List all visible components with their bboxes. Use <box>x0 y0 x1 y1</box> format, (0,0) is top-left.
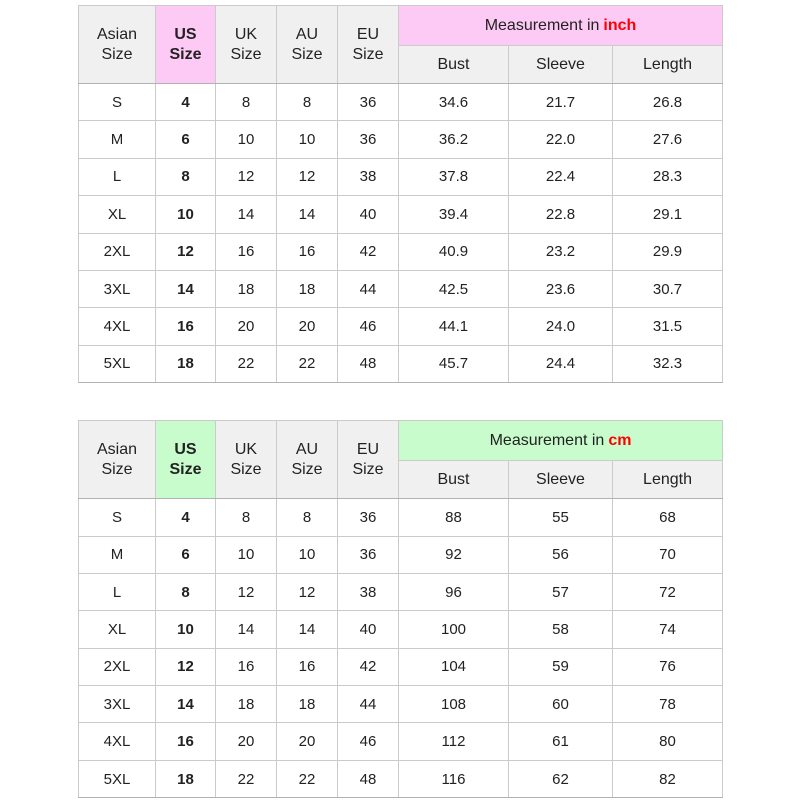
table-cell: 12 <box>216 573 277 610</box>
table-cell: 96 <box>399 573 509 610</box>
col-header-bust: Bust <box>399 46 509 84</box>
table-cell: 14 <box>277 196 338 233</box>
measurement-banner-inch <box>399 6 723 46</box>
table-row <box>79 345 723 382</box>
table-cell: 57 <box>509 573 613 610</box>
table-cell: 16 <box>156 308 216 345</box>
table-cell: 45.7 <box>399 345 509 382</box>
size-table-cm-body <box>79 499 723 798</box>
table-cell: 100 <box>399 611 509 648</box>
table-row <box>79 270 723 307</box>
table-cell: 18 <box>277 686 338 723</box>
col-header-asian-size: Asian Size <box>79 6 156 84</box>
table-cell: XL <box>79 611 156 648</box>
table-row <box>79 573 723 610</box>
table-cell: 8 <box>216 499 277 536</box>
table-cell: 40 <box>338 611 399 648</box>
table-cell: 22.8 <box>509 196 613 233</box>
table-row <box>79 686 723 723</box>
table-cell: XL <box>79 196 156 233</box>
table-cell: 2XL <box>79 648 156 685</box>
table-cell: 38 <box>338 573 399 610</box>
table-cell: 18 <box>277 270 338 307</box>
table-cell: 116 <box>399 760 509 797</box>
table-cell: 18 <box>216 686 277 723</box>
table-cell: 4 <box>156 499 216 536</box>
table-cell: 22 <box>216 345 277 382</box>
table-row <box>79 499 723 536</box>
table-cell: 28.3 <box>613 158 723 195</box>
table-cell: 20 <box>216 308 277 345</box>
table-cell: 5XL <box>79 345 156 382</box>
col-header-bust: Bust <box>399 461 509 499</box>
table-cell: 70 <box>613 536 723 573</box>
table-cell: 14 <box>216 611 277 648</box>
table-cell: 37.8 <box>399 158 509 195</box>
table-cell: 10 <box>216 121 277 158</box>
table-cell: 18 <box>156 345 216 382</box>
table-cell: 16 <box>277 233 338 270</box>
table-cell: M <box>79 121 156 158</box>
table-cell: 4 <box>156 84 216 121</box>
table-cell: 20 <box>216 723 277 760</box>
table-cell: 6 <box>156 121 216 158</box>
col-header-sleeve: Sleeve <box>509 461 613 499</box>
table-cell: 26.8 <box>613 84 723 121</box>
table-cell: 38 <box>338 158 399 195</box>
col-header-length: Length <box>613 46 723 84</box>
table-cell: 8 <box>277 84 338 121</box>
table-row <box>79 121 723 158</box>
table-cell: 48 <box>338 345 399 382</box>
table-cell: 3XL <box>79 270 156 307</box>
table-cell: 8 <box>277 499 338 536</box>
table-cell: 21.7 <box>509 84 613 121</box>
table-cell: 112 <box>399 723 509 760</box>
size-table-inch <box>78 5 723 383</box>
table-cell: 29.9 <box>613 233 723 270</box>
table-cell: 36.2 <box>399 121 509 158</box>
col-header-us-size: US Size <box>156 6 216 84</box>
table-cell: 48 <box>338 760 399 797</box>
table-cell: 3XL <box>79 686 156 723</box>
table-cell: 42.5 <box>399 270 509 307</box>
table-cell: 36 <box>338 499 399 536</box>
table-cell: L <box>79 573 156 610</box>
table-row <box>79 158 723 195</box>
measurement-unit-label: cm <box>608 431 632 449</box>
table-cell: 80 <box>613 723 723 760</box>
table-cell: 10 <box>277 536 338 573</box>
table-cell: 46 <box>338 308 399 345</box>
table-row <box>79 536 723 573</box>
table-cell: 31.5 <box>613 308 723 345</box>
table-cell: 42 <box>338 233 399 270</box>
table-cell: 22 <box>277 760 338 797</box>
table-cell: 27.6 <box>613 121 723 158</box>
table-cell: 18 <box>216 270 277 307</box>
table-cell: 5XL <box>79 760 156 797</box>
table-cell: 30.7 <box>613 270 723 307</box>
table-cell: 20 <box>277 308 338 345</box>
table-cell: 14 <box>277 611 338 648</box>
table-cell: 10 <box>216 536 277 573</box>
table-cell: 8 <box>216 84 277 121</box>
table-cell: 12 <box>156 648 216 685</box>
table-cell: 12 <box>156 233 216 270</box>
table-cell: 42 <box>338 648 399 685</box>
table-cell: 44.1 <box>399 308 509 345</box>
measurement-prefix-label: Measurement in <box>484 16 600 34</box>
table-cell: 10 <box>277 121 338 158</box>
table-cell: 4XL <box>79 723 156 760</box>
size-table-cm <box>78 420 723 798</box>
table-cell: 20 <box>277 723 338 760</box>
table-cell: 39.4 <box>399 196 509 233</box>
table-cell: 82 <box>613 760 723 797</box>
measurement-prefix-label: Measurement in <box>489 431 605 449</box>
table-cell: 14 <box>216 196 277 233</box>
table-cell: 2XL <box>79 233 156 270</box>
table-cell: 16 <box>156 723 216 760</box>
table-cell: 40.9 <box>399 233 509 270</box>
table-cell: 78 <box>613 686 723 723</box>
table-cell: 40 <box>338 196 399 233</box>
table-cell: 36 <box>338 121 399 158</box>
table-cell: 14 <box>156 686 216 723</box>
table-cell: S <box>79 499 156 536</box>
table-row <box>79 233 723 270</box>
table-row <box>79 84 723 121</box>
table-cell: 12 <box>277 158 338 195</box>
table-row <box>79 723 723 760</box>
table-cell: 62 <box>509 760 613 797</box>
col-header-eu-size: EU Size <box>338 6 399 84</box>
table-cell: 6 <box>156 536 216 573</box>
table-cell: 23.2 <box>509 233 613 270</box>
table-cell: 36 <box>338 536 399 573</box>
table-row <box>79 611 723 648</box>
table-cell: 16 <box>216 233 277 270</box>
table-cell: 23.6 <box>509 270 613 307</box>
table-cell: 22.4 <box>509 158 613 195</box>
table-row <box>79 308 723 345</box>
table-cell: 22 <box>216 760 277 797</box>
table-cell: 59 <box>509 648 613 685</box>
table-cell: 56 <box>509 536 613 573</box>
table-cell: 104 <box>399 648 509 685</box>
table-cell: 8 <box>156 158 216 195</box>
table-cell: 4XL <box>79 308 156 345</box>
table-cell: 44 <box>338 686 399 723</box>
table-cell: 12 <box>216 158 277 195</box>
table-cell: 22 <box>277 345 338 382</box>
col-header-eu-size: EU Size <box>338 421 399 499</box>
table-cell: 34.6 <box>399 84 509 121</box>
table-row <box>79 760 723 797</box>
table-cell: 16 <box>277 648 338 685</box>
col-header-us-size: US Size <box>156 421 216 499</box>
table-cell: 36 <box>338 84 399 121</box>
table-cell: 72 <box>613 573 723 610</box>
table-cell: 10 <box>156 196 216 233</box>
size-table-inch-body <box>79 84 723 383</box>
table-cell: 68 <box>613 499 723 536</box>
table-cell: 88 <box>399 499 509 536</box>
col-header-au-size: AU Size <box>277 421 338 499</box>
measurement-banner-cm <box>399 421 723 461</box>
table-cell: 14 <box>156 270 216 307</box>
table-cell: 92 <box>399 536 509 573</box>
table-cell: 76 <box>613 648 723 685</box>
col-header-uk-size: UK Size <box>216 421 277 499</box>
table-cell: 8 <box>156 573 216 610</box>
table-cell: 24.0 <box>509 308 613 345</box>
col-header-length: Length <box>613 461 723 499</box>
table-cell: 24.4 <box>509 345 613 382</box>
table-row <box>79 648 723 685</box>
table-cell: 12 <box>277 573 338 610</box>
table-cell: 60 <box>509 686 613 723</box>
table-cell: M <box>79 536 156 573</box>
table-cell: 10 <box>156 611 216 648</box>
col-header-au-size: AU Size <box>277 6 338 84</box>
measurement-unit-label: inch <box>603 16 637 34</box>
table-cell: 61 <box>509 723 613 760</box>
table-cell: 44 <box>338 270 399 307</box>
table-cell: 16 <box>216 648 277 685</box>
table-cell: 32.3 <box>613 345 723 382</box>
col-header-sleeve: Sleeve <box>509 46 613 84</box>
col-header-asian-size: Asian Size <box>79 421 156 499</box>
table-row <box>79 196 723 233</box>
col-header-uk-size: UK Size <box>216 6 277 84</box>
table-cell: 46 <box>338 723 399 760</box>
table-cell: 108 <box>399 686 509 723</box>
table-cell: 55 <box>509 499 613 536</box>
table-cell: L <box>79 158 156 195</box>
table-cell: 74 <box>613 611 723 648</box>
table-cell: S <box>79 84 156 121</box>
table-cell: 58 <box>509 611 613 648</box>
table-cell: 22.0 <box>509 121 613 158</box>
table-cell: 18 <box>156 760 216 797</box>
table-cell: 29.1 <box>613 196 723 233</box>
